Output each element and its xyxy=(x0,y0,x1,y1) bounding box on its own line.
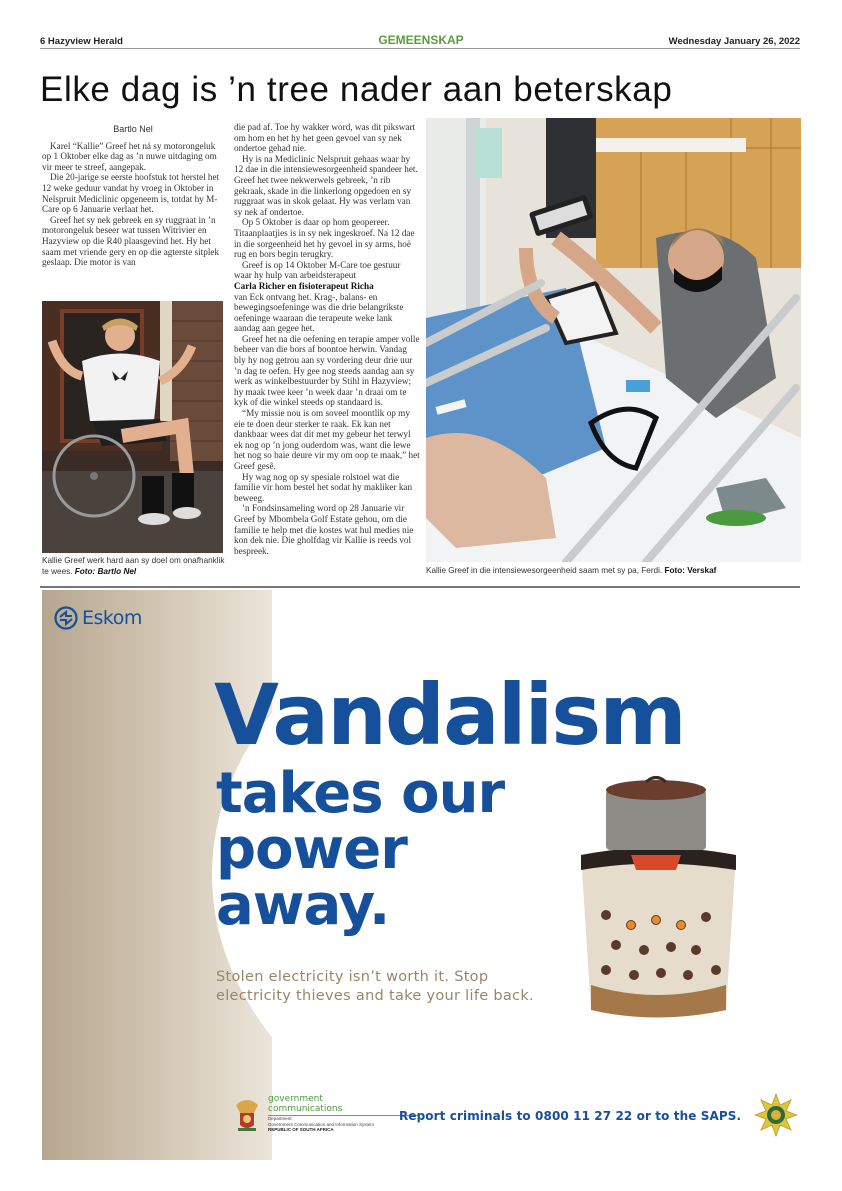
photo-credit: Foto: Bartlo Nel xyxy=(74,566,137,576)
gcis-small3: REPUBLIC OF SOUTH AFRICA xyxy=(268,1127,334,1133)
article-column-2 xyxy=(234,122,420,556)
report-criminals-text: Report criminals to 0800 11 27 22 or to the SAPS. xyxy=(399,1109,742,1123)
photo-hospital-icu xyxy=(426,118,801,562)
paragraph: Hy is na Mediclinic Nelspruit gehaas waar hy 12 dae in die intensiewesorgeenheid spandeer het. Greef het twee nekwerwels gebreek, ’n rib gekraak, skade in die linkerlong opgedoen en sy ruggraat was in skok gelaat. Hy was verlam van sy nek af ondertoe. xyxy=(234,153,418,217)
ad-subtext-line1: Stolen electricity isn’t worth it. Stop xyxy=(216,969,489,985)
gcis-small1: Department: xyxy=(268,1116,293,1122)
photo2-caption xyxy=(426,566,806,577)
eskom-brand-name: Eskom xyxy=(82,607,142,629)
brazier-image xyxy=(576,775,741,1030)
paragraph: Karel “Kallie” Greef het ná sy motorongeluk op 1 Oktober elke dag as ’n nuwe uitdaging om vir meer te streef, aangepak. xyxy=(42,140,217,172)
hospital-photo-illustration xyxy=(426,118,801,562)
photo1-caption xyxy=(42,556,232,577)
caption-text: Kallie Greef in die intensiewesorgeenheid saam met sy pa, Ferdi. xyxy=(426,566,663,575)
paragraph: “My missie nou is om soveel moontlik op my eie te doen deur sterker te raak. Ek kan net dankbaar wees dat dit met my gebeur het terwyl ek nog op ’n jong ouderdom was, want die lewe het nog so baie deure vir my om oop te maak,” het Greef gesê. xyxy=(234,408,420,471)
eskom-logo xyxy=(54,606,142,630)
therapist-names: Carla Richer en fisioterapeut Richa xyxy=(234,280,374,291)
paragraph: Greef is op 14 Oktober M-Care toe gestuur waar hy hulp van arbeidsterapeut xyxy=(234,259,401,281)
page-number-label: 6 Hazyview Herald xyxy=(40,36,123,47)
photo-kallie-wheelchair xyxy=(42,301,223,553)
paragraph: Die 20-jarige se eerste hoofstuk tot herstel het 12 weke geduur vandat hy vroeg in Oktober in Nelspruit Mediclinic opgeneem is, totdat hy M-Care op 6 Januarie verlaat het. xyxy=(42,172,220,215)
ad-headline-vandalism: Vandalism xyxy=(214,666,685,764)
header-divider xyxy=(40,48,800,49)
paragraph: Greef het sy nek gebreek en sy ruggraat in ’n motorongeluk beseer wat tussen Witrivier en Hazyview op die R40 plaasgevind het. Hy het saam met vriende gery en op die agterste sitplek geslaap. Die motor is van xyxy=(42,214,220,268)
issue-date: Wednesday January 26, 2022 xyxy=(668,36,800,47)
section-title: GEMEENSKAP xyxy=(378,33,464,47)
saps-star-badge-icon xyxy=(754,1093,798,1137)
ad-subtext-line2: electricity thieves and take your life back. xyxy=(216,988,534,1004)
byline: Bartlo Nel xyxy=(113,124,153,134)
section-divider xyxy=(40,586,800,588)
ad-subtext xyxy=(216,968,534,1006)
ad-headline-line4: away. xyxy=(216,873,390,938)
brazier-pot-illustration xyxy=(576,775,741,1025)
caption-text: Kallie Greef werk hard aan sy doel om onafhanklik te wees. xyxy=(42,556,225,576)
wheelchair-photo-illustration xyxy=(42,301,223,553)
gcis-line1: government xyxy=(268,1094,323,1105)
gcis-small2: Government Communication and Information System xyxy=(268,1121,375,1127)
ad-headline-line2: takes our xyxy=(216,761,505,826)
gcis-logo xyxy=(232,1095,418,1133)
gcis-text-block xyxy=(268,1095,418,1133)
paragraph: Op 5 Oktober is daar op hom geopereer. Titaanplaatjies is in sy nek ingeskroef. Na 12 dae in die sorgeenheid het hy gevoel in sy arms, hoë rug en bors begin terugkry. xyxy=(234,217,415,260)
article-column-1 xyxy=(42,124,224,268)
gcis-line2: communications xyxy=(268,1104,418,1116)
article-headline: Elke dag is ’n tree nader aan beterskap xyxy=(40,70,673,109)
photo-credit: Foto: Verskaf xyxy=(664,566,717,575)
paragraph: ’n Fondsinsameling word op 28 Januarie vir Greef by Mbombela Golf Estate gehou, om die familie te help met die kostes wat hul medies nie kon dek nie. Die gholfdag vir Kallie is reeds vol bespreek. xyxy=(234,503,414,556)
paragraph: van Eck ontvang het. Krag-, balans- en bewegingsoefeninge was die drie belangrikste oefeninge waaraan die terapeute weke lank aandag aan gegee het. xyxy=(234,291,404,334)
paragraph: die pad af. Toe hy wakker word, was dit pikswart om hom en het hy het geen gevoel van sy nek ondertoe gehad nie. xyxy=(234,122,416,154)
eskom-emblem-icon xyxy=(54,606,78,630)
sa-coat-of-arms-icon xyxy=(232,1095,262,1133)
saps-logo xyxy=(754,1093,798,1142)
ad-headline-line3: power xyxy=(216,817,407,882)
paragraph: Hy wag nog op sy spesiale rolstoel wat die familie vir hom bestel het sodat hy makliker kan beweeg. xyxy=(234,471,413,503)
paragraph: Greef het na die oefening en terapie amper volle beheer van die bors af boontoe herwin. Vandag bly hy nog getrou aan sy vordering deur drie uur ’n dag te oefen. Hy gee nog steeds aandag aan sy werk as winkelbestuurder by Stihl in Hazyview; hy maak twee keer ’n week daar ’n draai om te kyk of die winkel steeds op standaard is. xyxy=(234,333,420,408)
eskom-advertisement xyxy=(42,590,800,1160)
